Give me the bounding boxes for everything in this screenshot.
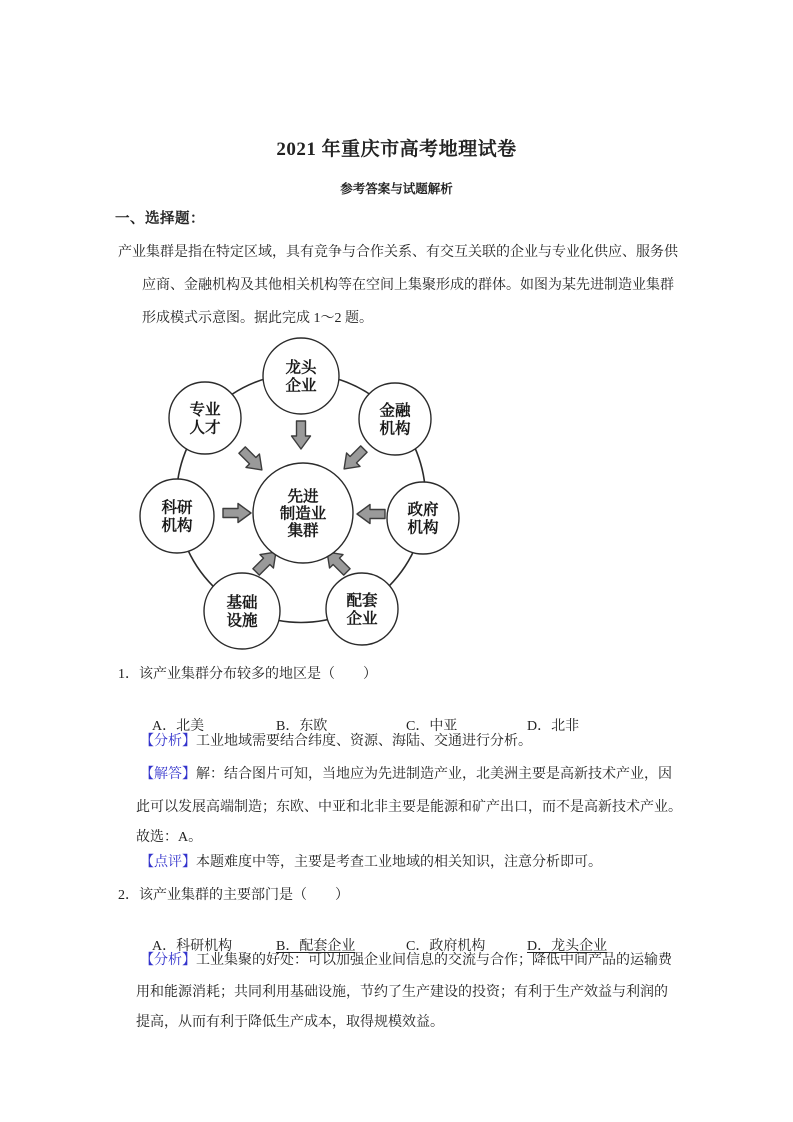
- answer-label: 【解答】: [140, 767, 196, 782]
- q2-option-b: B．配套企业: [276, 939, 356, 954]
- q1-answer-line-2: 此可以发展高端制造；东欧、中亚和北非主要是能源和矿产出口，而不是高新技术产业。: [136, 800, 682, 815]
- node-leading-enterprise: [263, 338, 339, 414]
- arrow-from-government-agency: [357, 505, 385, 524]
- analysis-label: 【分析】: [140, 953, 196, 968]
- node-research-institution: [140, 479, 214, 553]
- node-financial-institution: [359, 383, 431, 455]
- node-label: 龙头: [285, 359, 317, 377]
- q2-option-c: C．政府机构: [406, 939, 486, 954]
- center-node-label: 先进: [287, 488, 319, 506]
- q1-option-d: D．北非: [527, 719, 580, 734]
- intro-line-2: 应商、金融机构及其他相关机构等在空间上集聚形成的群体。如图为某先进制造业集群: [142, 278, 674, 293]
- node-professional-talent: [169, 382, 241, 454]
- intro-line-1: 产业集群是指在特定区域，具有竞争与合作关系、有交互关联的企业与专业化供应、服务供: [118, 245, 678, 260]
- q1-answer-choice: 故选：A。: [136, 830, 203, 845]
- node-label: 机构: [407, 519, 439, 537]
- q2-option-d: D．龙头企业: [527, 939, 608, 954]
- node-label: 基础: [226, 594, 258, 612]
- q1-analysis-line: [140, 732, 532, 752]
- node-label: 机构: [379, 420, 411, 438]
- q1-answer-text-1: 解：结合图片可知，当地应为先进制造产业，北美洲主要是高新技术产业，因: [196, 767, 672, 782]
- arrow-from-financial-institution: [337, 442, 370, 475]
- node-label: 金融: [379, 402, 411, 420]
- arrow-from-professional-talent: [235, 443, 268, 476]
- node-label: 科研: [161, 499, 193, 517]
- q1-analysis-text: 工业地域需要结合纬度、资源、海陆、交通进行分析。: [196, 734, 532, 749]
- q2-analysis-line-1: [140, 951, 672, 971]
- node-supporting-enterprise: [326, 573, 398, 645]
- node-label: 专业: [189, 401, 221, 419]
- q2-analysis-text-1: 工业集聚的好处：可以加强企业间信息的交流与合作；降低中间产品的运输费: [196, 953, 672, 968]
- section-heading: 一、选择题：: [115, 211, 205, 227]
- arrow-from-research-institution: [223, 504, 251, 523]
- node-label: 机构: [161, 517, 193, 535]
- analysis-label: 【分析】: [140, 734, 196, 749]
- center-node-label: 制造业: [279, 505, 327, 523]
- q1-stem: 1．该产业集群分布较多的地区是（ ）: [118, 667, 377, 682]
- node-label: 企业: [285, 377, 317, 395]
- q2-stem: 2．该产业集群的主要部门是（ ）: [118, 888, 349, 903]
- node-government-agency: [387, 482, 459, 554]
- intro-line-3: 形成模式示意图。据此完成 1～2 题。: [142, 311, 373, 326]
- q1-option-b: B．东欧: [276, 719, 328, 734]
- q1-option-a: A．北美: [152, 719, 205, 734]
- node-label: 政府: [407, 501, 439, 519]
- q1-comment-line: [140, 853, 602, 873]
- q2-analysis-line-2: 用和能源消耗；共同利用基础设施，节约了生产建设的投资；有利于生产效益与利润的: [136, 985, 668, 1000]
- comment-label: 【点评】: [140, 855, 196, 870]
- node-advanced-manufacturing-cluster: [253, 463, 353, 563]
- q1-comment-text: 本题难度中等，主要是考查工业地域的相关知识，注意分析即可。: [196, 855, 602, 870]
- node-label: 人才: [189, 419, 221, 437]
- q2-analysis-line-3: 提高，从而有利于降低生产成本，取得规模效益。: [136, 1015, 444, 1030]
- node-label: 配套: [346, 592, 378, 610]
- q1-answer-line-1: [140, 765, 672, 785]
- arrow-from-leading-enterprise: [292, 421, 311, 449]
- center-node-label: 集群: [287, 522, 319, 540]
- page-subtitle: 参考答案与试题解析: [340, 182, 453, 196]
- q2-option-a: A．科研机构: [152, 939, 233, 954]
- page-title: 2021 年重庆市高考地理试卷: [276, 139, 517, 160]
- q1-option-c: C．中亚: [406, 719, 458, 734]
- cluster-formation-diagram: [138, 336, 468, 654]
- node-label: 企业: [346, 610, 378, 628]
- node-infrastructure: [204, 573, 280, 649]
- node-label: 设施: [226, 612, 258, 630]
